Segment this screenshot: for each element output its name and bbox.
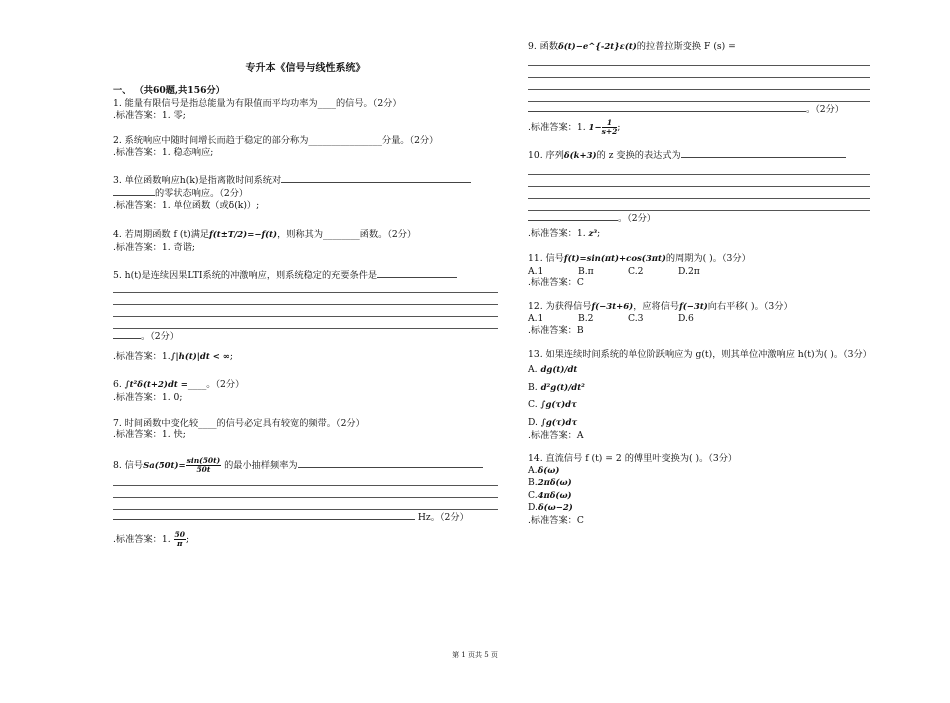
option-d[interactable]: D.2π: [678, 265, 700, 277]
option-a[interactable]: A.δ(ω): [528, 464, 560, 476]
answer-text: .标准答案：1.: [528, 122, 586, 134]
formula: f(−3t): [679, 301, 708, 312]
question-text: 的零状态响应。（2分）: [155, 188, 249, 200]
question-5: [113, 268, 498, 364]
question-text: 4. 若周期函数 f (t)满足: [113, 229, 210, 241]
formula: 4πδ(ω): [537, 490, 572, 501]
answer-line[interactable]: [528, 187, 870, 199]
answer-line[interactable]: [528, 199, 870, 211]
question-text: Hz。（2分）: [417, 511, 469, 523]
formula: 1−: [588, 123, 602, 134]
question-1: [113, 98, 498, 121]
option-c[interactable]: C.4πδ(ω): [528, 489, 572, 501]
question-text: 1. 能量有限信号是指总能量为有限值而平均功率为____的信号。（2分）: [113, 98, 402, 110]
question-9: [528, 41, 870, 136]
formula-fraction: $\frac{1}{s+2}$: [601, 118, 618, 137]
option-d[interactable]: D. ∫g(τ)dτ: [528, 416, 578, 428]
question-text: 7. 时间函数中变化较____的信号必定具有较宽的频带。（2分）: [113, 417, 365, 429]
formula: z³: [588, 229, 598, 240]
question-text: 14. 直流信号 f (t) = 2 的傅里叶变换为( )。（3分）: [528, 453, 738, 465]
answer-blank[interactable]: [681, 148, 846, 158]
question-text: 6.: [113, 379, 122, 391]
question-text: 11. 信号: [528, 252, 564, 264]
formula: δ(ω): [537, 465, 560, 476]
answer-text: ;: [617, 122, 621, 134]
answer-line[interactable]: [528, 163, 870, 175]
formula: dg(t)/dt: [540, 365, 578, 376]
formula: 2πδ(ω): [537, 478, 572, 489]
formula: ∫t²δ(t+2)dt =: [124, 380, 188, 391]
question-8: [113, 457, 498, 549]
answer-blank[interactable]: [113, 186, 155, 196]
answer-text: .标准答案：1. 零;: [113, 109, 186, 121]
answer-text: .标准答案：A: [528, 429, 584, 441]
question-text: 的周期为( )。（3分）: [665, 252, 751, 264]
option-a[interactable]: A.1: [528, 265, 544, 277]
answer-blank[interactable]: [281, 173, 471, 183]
question-13: [528, 349, 870, 442]
answer-text: ;: [185, 534, 190, 546]
answer-blank[interactable]: [528, 102, 806, 112]
option-b[interactable]: B.π: [578, 265, 594, 277]
answer-line[interactable]: [113, 474, 498, 486]
answer-text: .标准答案：1. 0;: [113, 391, 183, 403]
question-text: ，应将信号: [633, 300, 680, 312]
options: [528, 313, 870, 325]
option-c[interactable]: C.2: [628, 265, 644, 277]
question-text: 的 z 变换的表达式为: [596, 150, 681, 162]
answer-text: .标准答案：1.: [113, 350, 171, 362]
question-text: 的最小抽样频率为: [224, 459, 298, 471]
answer-blank[interactable]: [528, 211, 618, 221]
answer-text: .标准答案：1. 奇谐;: [113, 241, 196, 253]
option-d[interactable]: D.δ(ω−2): [528, 502, 573, 514]
page-footer: 第 1 页共 5 页: [452, 651, 498, 659]
question-text: 向右平移( )。（3分）: [707, 300, 793, 312]
question-text: 12. 为获得信号: [528, 300, 592, 312]
page-title: 专升本《信号与线性系统》: [245, 63, 366, 74]
formula: f(−3t+6): [591, 301, 634, 312]
answer-blank[interactable]: [377, 268, 457, 278]
answer-line[interactable]: [113, 293, 498, 305]
answer-line[interactable]: [113, 305, 498, 317]
answer-line[interactable]: [528, 66, 870, 78]
formula: f(t±T/2)=−f(t): [209, 230, 278, 241]
question-10: [528, 148, 870, 241]
formula: ∫g(τ)dτ: [540, 400, 577, 411]
question-12: [528, 301, 870, 337]
option-b[interactable]: B. d²g(t)/dt²: [528, 381, 585, 393]
formula: ∫|h(t)|dt < ∞: [170, 351, 230, 362]
answer-text: ;: [229, 350, 233, 362]
question-text: 。（2分）: [618, 212, 656, 224]
answer-line[interactable]: [528, 54, 870, 66]
answer-text: .标准答案：1. 快;: [113, 429, 186, 441]
question-text: 2. 系统响应中随时间增长而趋于稳定的部分称为________________分量。（2分）: [113, 135, 439, 147]
answer-line[interactable]: [113, 317, 498, 329]
formula: d²g(t)/dt²: [540, 382, 585, 393]
answer-text: .标准答案：1. 单位函数（或δ(k)）;: [113, 199, 260, 211]
question-14: [528, 453, 870, 527]
answer-line[interactable]: [113, 281, 498, 293]
option-b[interactable]: B.2πδ(ω): [528, 477, 572, 489]
question-text: 10. 序列: [528, 150, 564, 162]
question-text: 。（2分）: [806, 103, 844, 115]
option-a[interactable]: A. dg(t)/dt: [528, 364, 578, 376]
options: [528, 266, 870, 278]
question-3: [113, 173, 498, 212]
formula-fraction: $\frac{50}{\pi}$: [174, 530, 185, 549]
question-text: 13. 如果连续时间系统的单位阶跃响应为 g(t)，则其单位冲激响应 h(t)为( )。（3分）: [528, 348, 872, 360]
answer-text: ;: [597, 228, 601, 240]
formula: δ(t)−e^{-2t}ε(t): [558, 42, 637, 52]
formula-fraction: $\frac{\sin(50t)}{50t}$: [186, 455, 221, 474]
answer-blank[interactable]: [113, 510, 415, 520]
answer-blank[interactable]: [113, 329, 141, 339]
right-column: [528, 0, 870, 535]
question-7: [113, 418, 498, 441]
question-text: 8. 信号: [113, 459, 144, 471]
answer-text: .标准答案：C: [528, 515, 584, 527]
question-text: ____。（2分）: [187, 379, 245, 391]
formula: δ(ω−2): [537, 503, 573, 514]
answer-text: .标准答案：1.: [528, 228, 586, 240]
section-heading: 一、 （共60题,共156分）: [113, 84, 225, 96]
option-b[interactable]: B.2: [578, 313, 594, 325]
answer-blank[interactable]: [298, 458, 483, 468]
answer-text: .标准答案：1.: [113, 534, 171, 546]
answer-line[interactable]: [528, 175, 870, 187]
question-6: [113, 379, 498, 403]
formula: ∫g(τ)dτ: [540, 417, 578, 428]
option-c[interactable]: C.3: [628, 313, 644, 325]
answer-line[interactable]: [528, 78, 870, 90]
answer-text: .标准答案：C: [528, 277, 584, 289]
question-2: [113, 135, 498, 158]
formula: δ(k+3): [563, 151, 597, 162]
answer-line[interactable]: [113, 498, 498, 510]
question-text: 3. 单位函数响应h(k)是指离散时间系统对: [113, 174, 282, 186]
formula: Sa(50t)=: [143, 460, 186, 471]
answer-line[interactable]: [113, 486, 498, 498]
left-column: [113, 0, 498, 556]
answer-text: .标准答案：1. 稳态响应;: [113, 146, 214, 158]
question-text: 的拉普拉斯变换 F (s) =: [636, 41, 736, 52]
question-11: [528, 253, 870, 289]
answer-text: .标准答案：B: [528, 324, 584, 336]
question-4: [113, 229, 498, 253]
question-text: 5. h(t)是连续因果LTI系统的冲激响应，则系统稳定的充要条件是: [113, 269, 378, 281]
question-text: 9. 函数: [528, 41, 559, 52]
answer-line[interactable]: [528, 90, 870, 102]
option-d[interactable]: D.6: [678, 313, 694, 325]
formula: f(t)=sin(πt)+cos(3πt): [563, 253, 666, 264]
option-c[interactable]: C. ∫g(τ)dτ: [528, 399, 577, 411]
option-a[interactable]: A.1: [528, 313, 544, 325]
question-text: 。（2分）: [141, 331, 179, 343]
question-text: ，则称其为________函数。（2分）: [277, 229, 417, 241]
